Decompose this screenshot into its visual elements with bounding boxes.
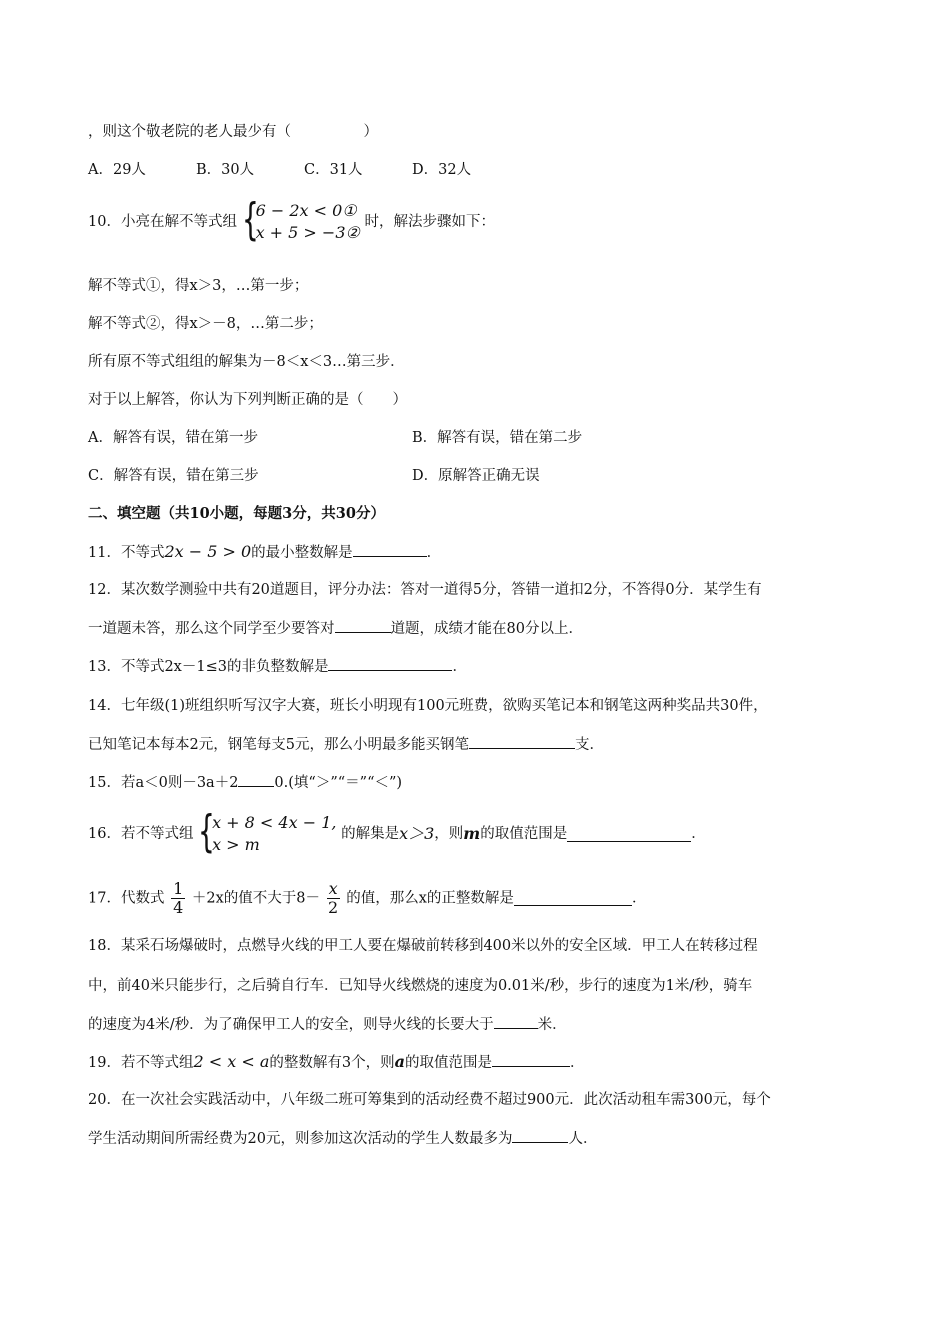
q9-option-c: C．31人: [304, 162, 363, 178]
q16-mid2: ，则: [434, 826, 464, 842]
q16-suffix: 的取值范围是: [480, 826, 568, 842]
q10-step2: 解不等式②，得x＞－8，…第二步；: [88, 316, 323, 332]
q11-end: ．: [426, 545, 442, 561]
brace-symbol: {: [241, 194, 259, 245]
q16-system: [198, 806, 337, 857]
q10-system: [241, 194, 360, 245]
q13-answer-blank[interactable]: [328, 656, 452, 671]
q16-eq1: x + 8 < 4x − 1,: [212, 813, 337, 832]
q20-line2-post: 人．: [568, 1131, 598, 1147]
q10-option-d: D．原解答正确无误: [412, 468, 540, 484]
q20-line1: 20．在一次社会实践活动中，八年级二班可筹集到的活动经费不超过900元．此次活动租车需300元，每个: [88, 1092, 771, 1108]
q20-line2: [88, 1128, 597, 1149]
q15-answer-blank[interactable]: [238, 772, 274, 787]
q12-answer-blank[interactable]: [335, 618, 391, 633]
q14-line2-pre: 已知笔记本每本2元，钢笔每支5元，那么小明最多能买钢笔: [88, 737, 469, 753]
q17-answer-blank[interactable]: [514, 891, 632, 906]
q11-expr: 2x − 5 > 0: [164, 542, 252, 561]
q18-line3-pre: 的速度为4米/秒．为了确保甲工人的安全，则导火线的长要大于: [88, 1017, 494, 1033]
q12-line2: [88, 618, 583, 639]
q17-f2-num: x: [328, 879, 338, 898]
q17-suffix: 的值，那么x的正整数解是: [346, 890, 514, 907]
q15-suffix: 0.(填“＞”“＝”“＜”): [274, 775, 403, 791]
q19-expr: 2 < x < a: [193, 1052, 270, 1071]
q16-var: m: [463, 824, 481, 843]
q16-mid: 的解集是: [341, 826, 400, 842]
q17-f1-den: 4: [173, 898, 184, 917]
q17-f1-num: 1: [173, 879, 184, 898]
q19-answer-blank[interactable]: [492, 1052, 570, 1067]
section-title: 二、填空题（共10小题，每题3分，共30分）: [88, 505, 385, 522]
q13-end: ．: [452, 659, 467, 675]
q10-step1: 解不等式①，得x＞3，…第一步；: [88, 278, 309, 294]
q15: [88, 772, 402, 793]
q18-line2: 中，前40米只能步行，之后骑自行车．已知导火线燃烧的速度为0.01米/秒，步行的速度为1米/秒，骑车: [88, 978, 753, 994]
q12-line2-post: 道题，成绩才能在80分以上．: [390, 621, 583, 637]
q9-option-b: B．30人: [196, 162, 255, 178]
q13: [88, 656, 467, 677]
q10-ask: 对于以上解答，你认为下列判断正确的是（ ）: [88, 392, 407, 408]
q11-answer-blank[interactable]: [353, 542, 427, 557]
q14-line1: 14．七年级(1)班组织听写汉字大赛，班长小明现有100元班费，欲购买笔记本和钢笔这两种奖品共30件，: [88, 698, 768, 714]
q16-end: ．: [691, 826, 706, 842]
q16-eq2: x > m: [212, 835, 260, 854]
q19-prefix: 19．若不等式组: [88, 1055, 194, 1071]
q16-cond: x＞3: [399, 824, 435, 843]
q10-step3: 所有原不等式组组的解集为－8＜x＜3…第三步．: [88, 354, 405, 370]
q20-answer-blank[interactable]: [512, 1128, 568, 1143]
q15-prefix: 15．若a＜0则－3a＋2: [88, 775, 239, 791]
q19-mid: 的整数解有3个，则: [269, 1055, 395, 1071]
q12-line2-pre: 一道题未答，那么这个同学至少要答对: [88, 621, 335, 637]
q17-fraction-2: [327, 880, 340, 917]
q10-option-b: B．解答有误，错在第二步: [412, 430, 583, 446]
q18-line3: [88, 1014, 567, 1035]
q18-line3-post: 米．: [537, 1017, 567, 1033]
q9-option-d: D．32人: [412, 162, 472, 178]
q10-stem: [88, 194, 495, 245]
q10-prefix: 10．小亮在解不等式组: [88, 214, 237, 230]
q16-prefix: 16．若不等式组: [88, 826, 194, 842]
q17-prefix: 17．代数式: [88, 890, 165, 907]
q19: [88, 1052, 584, 1073]
q10-eq2: x + 5 > −3②: [255, 223, 360, 242]
brace-symbol: {: [198, 806, 215, 857]
q17-f2-den: 2: [328, 898, 339, 917]
q17-mid: ＋2x的值不大于8－: [191, 890, 320, 907]
q17: [88, 880, 646, 917]
q18-line1: 18．某采石场爆破时，点燃导火线的甲工人要在爆破前转移到400米以外的安全区域．甲工人在转移过程: [88, 938, 758, 954]
q9-stem: ，则这个敬老院的老人最少有（ ）: [88, 124, 378, 140]
q10-option-a: A．解答有误，错在第一步: [88, 430, 258, 446]
q19-suffix: 的取值范围是: [404, 1055, 492, 1071]
q10-suffix: 时，解法步骤如下：: [364, 214, 495, 230]
q13-prefix: 13．不等式2x－1≤3的非负整数解是: [88, 659, 329, 675]
q14-answer-blank[interactable]: [469, 734, 575, 749]
q14-line2: [88, 734, 604, 755]
q18-answer-blank[interactable]: [494, 1014, 538, 1029]
q10-option-c: C．解答有误，错在第三步: [88, 468, 259, 484]
q17-fraction-1: [171, 880, 185, 917]
q9-option-a: A．29人: [88, 162, 146, 178]
q19-end: ．: [569, 1055, 585, 1071]
q11-suffix: 的最小整数解是: [251, 545, 353, 561]
q11-prefix: 11．不等式: [88, 545, 165, 561]
q19-var: a: [394, 1052, 405, 1071]
q16-answer-blank[interactable]: [567, 827, 691, 842]
q14-line2-post: 支．: [574, 737, 604, 753]
q20-line2-pre: 学生活动期间所需经费为20元，则参加这次活动的学生人数最多为: [88, 1131, 513, 1147]
q12-line1: 12．某次数学测验中共有20道题目，评分办法：答对一道得5分，答错一道扣2分，不答得0分．某学生有: [88, 582, 762, 598]
q16: [88, 806, 706, 857]
q10-eq1: 6 − 2x < 0①: [255, 201, 357, 220]
q11: [88, 542, 441, 563]
q17-end: ．: [631, 890, 647, 907]
